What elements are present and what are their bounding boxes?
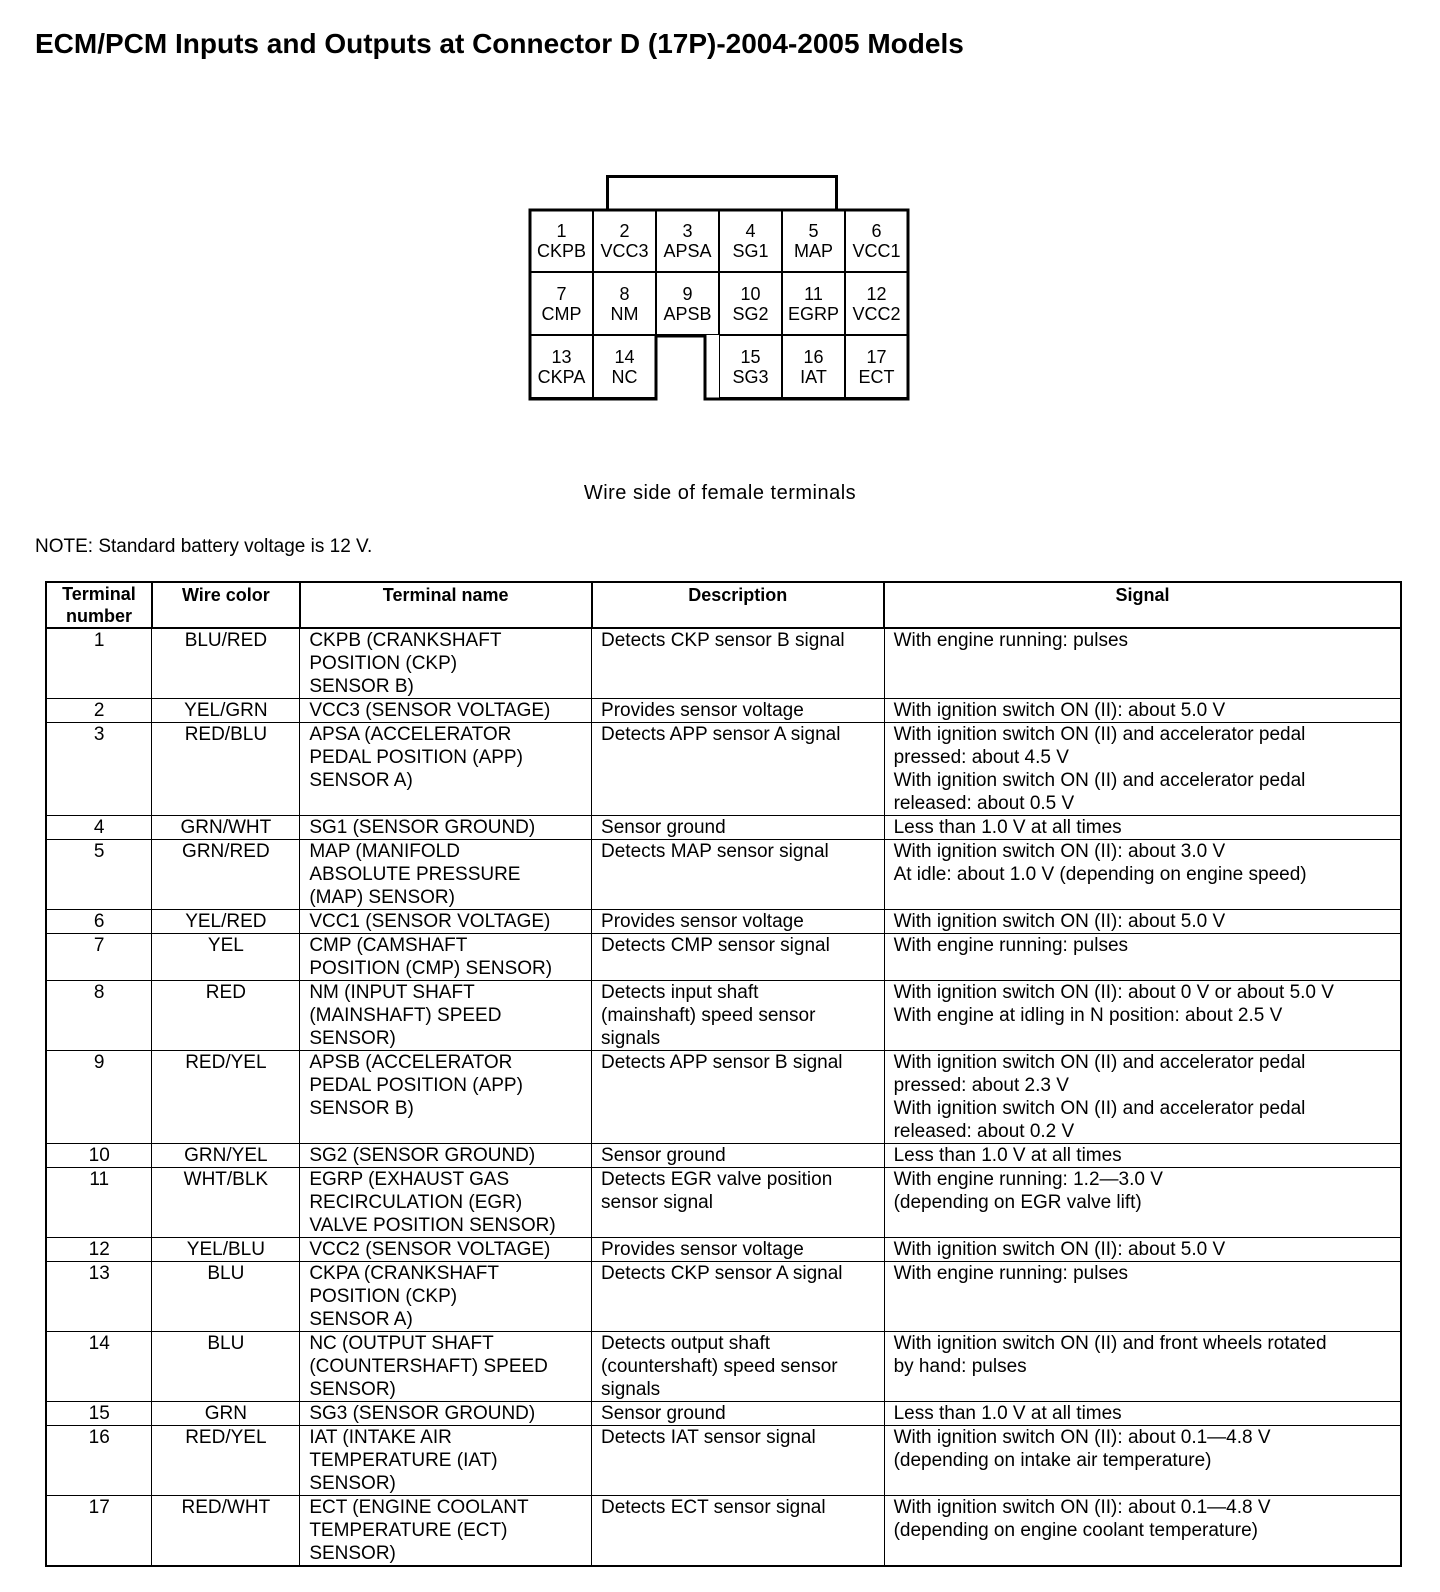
pin-label: SG1 [732, 240, 769, 261]
connector-cavity-empty [656, 335, 719, 398]
description-cell-line: Sensor ground [601, 1403, 726, 1424]
pin-number: 2 [619, 220, 630, 241]
terminal-name-cell [300, 934, 592, 981]
signal-cell-line: Less than 1.0 V at all times [893, 1145, 1122, 1166]
connector-pin [845, 335, 908, 398]
wire-color-cell: GRN/WHT [152, 816, 300, 840]
description-cell [592, 1168, 885, 1238]
signal-cell-line: pressed: about 4.5 V [893, 747, 1069, 768]
signal-cell [884, 1144, 1401, 1168]
terminal-number-cell: 16 [46, 1426, 152, 1496]
description-cell-line: Detects CMP sensor signal [601, 935, 830, 956]
description-cell-line: Provides sensor voltage [601, 700, 804, 721]
wire-color-cell: BLU/RED [152, 628, 300, 699]
connector-pin [593, 272, 656, 335]
signal-cell-line: With ignition switch ON (II): about 0.1—4.8 V [893, 1497, 1271, 1518]
description-cell [592, 910, 885, 934]
description-cell-line: signals [601, 1028, 661, 1049]
terminal-name-cell-line: (COUNTERSHAFT) SPEED [309, 1356, 548, 1377]
terminal-number-cell: 11 [46, 1168, 152, 1238]
terminal-name-cell [300, 1262, 592, 1332]
wire-color-cell: YEL [152, 934, 300, 981]
description-cell-line: Detects ECT sensor signal [601, 1497, 826, 1518]
pin-number: 3 [682, 220, 693, 241]
description-cell [592, 840, 885, 910]
pin-number: 6 [871, 220, 882, 241]
terminal-name-cell [300, 1332, 592, 1402]
description-cell [592, 1496, 885, 1567]
signal-cell [884, 981, 1401, 1051]
terminal-number-cell: 9 [46, 1051, 152, 1144]
description-cell [592, 699, 885, 723]
description-cell [592, 981, 885, 1051]
signal-cell-line: With engine at idling in N position: about 2.5 V [893, 1005, 1283, 1026]
header-wire-color: Wire color [152, 582, 300, 628]
table-row [46, 840, 1401, 910]
description-cell-line: Provides sensor voltage [601, 1239, 804, 1260]
pin-number: 16 [803, 346, 824, 367]
terminal-number-cell: 13 [46, 1262, 152, 1332]
connector-pin [593, 335, 656, 398]
terminal-name-cell-line: CKPB (CRANKSHAFT [309, 630, 502, 651]
terminal-name-cell [300, 1051, 592, 1144]
description-cell-line: sensor signal [601, 1192, 713, 1213]
terminal-name-cell-line: TEMPERATURE (IAT) [309, 1450, 498, 1471]
terminal-name-cell-line: IAT (INTAKE AIR [309, 1427, 452, 1448]
connector-latch [606, 175, 838, 211]
terminal-number-cell: 1 [46, 628, 152, 699]
description-cell [592, 934, 885, 981]
header-description: Description [592, 582, 885, 628]
pin-number: 8 [619, 283, 630, 304]
pin-label: APSA [663, 240, 712, 261]
description-cell-line: Detects output shaft [601, 1333, 771, 1354]
description-cell [592, 723, 885, 816]
description-cell-line: Detects APP sensor A signal [601, 724, 841, 745]
pin-number: 9 [682, 283, 693, 304]
signal-cell [884, 910, 1401, 934]
terminal-name-cell [300, 1168, 592, 1238]
wire-color-cell: RED/YEL [152, 1426, 300, 1496]
terminal-name-cell-line: POSITION (CMP) SENSOR) [309, 958, 553, 979]
description-cell-line: Detects EGR valve position [601, 1169, 833, 1190]
description-cell [592, 1238, 885, 1262]
pin-number: 13 [551, 346, 572, 367]
terminal-name-cell-line: SG3 (SENSOR GROUND) [309, 1403, 536, 1424]
signal-cell-line: With ignition switch ON (II): about 0 V or about 5.0 V [893, 982, 1334, 1003]
signal-cell-line: With ignition switch ON (II) and front wheels rotated [893, 1333, 1327, 1354]
header-terminal-number: Terminal number [46, 582, 152, 628]
pin-number: 1 [556, 220, 567, 241]
terminal-name-cell-line: VCC3 (SENSOR VOLTAGE) [309, 700, 551, 721]
connector-pin [719, 335, 782, 398]
terminal-name-cell [300, 840, 592, 910]
pin-label: VCC1 [852, 240, 901, 261]
table-row [46, 1262, 1401, 1332]
signal-cell [884, 1426, 1401, 1496]
table-row [46, 723, 1401, 816]
terminal-name-cell [300, 816, 592, 840]
signal-cell [884, 699, 1401, 723]
pin-label: SG3 [732, 366, 769, 387]
table-row [46, 1051, 1401, 1144]
table-row [46, 1168, 1401, 1238]
terminal-name-cell-line: NM (INPUT SHAFT [309, 982, 475, 1003]
signal-cell-line: by hand: pulses [893, 1356, 1027, 1377]
pin-label: CKPB [536, 240, 587, 261]
pin-number: 7 [556, 283, 567, 304]
pin-label: MAP [793, 240, 833, 261]
terminal-name-cell [300, 981, 592, 1051]
description-cell [592, 628, 885, 699]
terminal-name-cell-line: EGRP (EXHAUST GAS [309, 1169, 510, 1190]
signal-cell [884, 1402, 1401, 1426]
terminal-name-cell [300, 1144, 592, 1168]
pin-label: NM [610, 303, 639, 324]
connector-diagram [530, 209, 908, 398]
signal-cell-line: With engine running: pulses [893, 630, 1129, 651]
signal-cell-line: At idle: about 1.0 V (depending on engine speed) [893, 864, 1307, 885]
connector-pin [782, 209, 845, 272]
table-row [46, 1238, 1401, 1262]
terminal-name-cell-line: SENSOR B) [309, 676, 414, 697]
terminal-name-cell-line: (MAINSHAFT) SPEED [309, 1005, 502, 1026]
terminal-name-cell-line: VCC2 (SENSOR VOLTAGE) [309, 1239, 551, 1260]
pin-number: 17 [866, 346, 887, 367]
signal-cell-line: With ignition switch ON (II): about 5.0 V [893, 1239, 1226, 1260]
page-title: ECM/PCM Inputs and Outputs at Connector D (17P)-2004-2005 Models [35, 28, 964, 59]
description-cell [592, 1262, 885, 1332]
signal-cell [884, 1051, 1401, 1144]
pin-number: 14 [614, 346, 635, 367]
terminal-number-cell: 15 [46, 1402, 152, 1426]
description-cell-line: (countershaft) speed sensor [601, 1356, 838, 1377]
terminal-name-cell [300, 699, 592, 723]
terminal-name-cell [300, 1496, 592, 1567]
note-text: NOTE: Standard battery voltage is 12 V. [35, 536, 373, 557]
description-cell [592, 1051, 885, 1144]
signal-cell-line: With ignition switch ON (II): about 3.0 V [893, 841, 1226, 862]
terminal-number-cell: 3 [46, 723, 152, 816]
signal-cell [884, 1496, 1401, 1567]
description-cell-line: Sensor ground [601, 1145, 726, 1166]
table-row [46, 934, 1401, 981]
terminal-name-cell-line: SG1 (SENSOR GROUND) [309, 817, 536, 838]
signal-cell-line: pressed: about 2.3 V [893, 1075, 1069, 1096]
terminal-number-cell: 14 [46, 1332, 152, 1402]
terminal-number-cell: 2 [46, 699, 152, 723]
signal-cell [884, 1262, 1401, 1332]
terminal-name-cell-line: SENSOR) [309, 1543, 396, 1564]
terminal-name-cell [300, 723, 592, 816]
terminal-name-cell-line: CMP (CAMSHAFT [309, 935, 468, 956]
terminal-number-cell: 5 [46, 840, 152, 910]
description-cell-line: Detects IAT sensor signal [601, 1427, 816, 1448]
description-cell [592, 1402, 885, 1426]
signal-cell-line: With engine running: 1.2—3.0 V [893, 1169, 1163, 1190]
description-cell-line: Provides sensor voltage [601, 911, 804, 932]
terminal-number-cell: 7 [46, 934, 152, 981]
wire-color-cell: BLU [152, 1262, 300, 1332]
connector-pin [782, 335, 845, 398]
description-cell-line: signals [601, 1379, 661, 1400]
terminal-name-cell-line: SENSOR B) [309, 1098, 414, 1119]
terminal-name-cell-line: TEMPERATURE (ECT) [309, 1520, 508, 1541]
table-row [46, 981, 1401, 1051]
wire-color-cell: GRN/YEL [152, 1144, 300, 1168]
terminal-name-cell-line: ABSOLUTE PRESSURE [309, 864, 521, 885]
terminal-number-cell: 12 [46, 1238, 152, 1262]
signal-cell-line: With ignition switch ON (II): about 5.0 V [893, 700, 1226, 721]
table-row [46, 1426, 1401, 1496]
terminal-name-cell-line: PEDAL POSITION (APP) [309, 747, 523, 768]
wire-color-cell: BLU [152, 1332, 300, 1402]
wire-color-cell: GRN/RED [152, 840, 300, 910]
pin-number: 10 [740, 283, 761, 304]
description-cell [592, 1426, 885, 1496]
terminal-number-cell: 8 [46, 981, 152, 1051]
signal-cell [884, 1238, 1401, 1262]
wire-color-cell: YEL/GRN [152, 699, 300, 723]
terminal-number-cell: 4 [46, 816, 152, 840]
connector-pin [656, 209, 719, 272]
terminal-name-cell-line: VALVE POSITION SENSOR) [309, 1215, 556, 1236]
terminal-name-cell-line: PEDAL POSITION (APP) [309, 1075, 523, 1096]
terminal-name-cell-line: POSITION (CKP) [309, 1286, 458, 1307]
connector-pin [530, 335, 593, 398]
description-cell-line: Detects MAP sensor signal [601, 841, 829, 862]
description-cell-line: Detects input shaft [601, 982, 759, 1003]
signal-cell-line: With ignition switch ON (II) and accelerator pedal [893, 724, 1306, 745]
description-cell-line: Sensor ground [601, 817, 726, 838]
connector-pin [719, 209, 782, 272]
signal-cell-line: With engine running: pulses [893, 1263, 1129, 1284]
terminal-name-cell-line: SENSOR) [309, 1473, 396, 1494]
terminal-name-cell-line: (MAP) SENSOR) [309, 887, 455, 908]
pin-number: 15 [740, 346, 761, 367]
terminal-name-cell-line: SENSOR) [309, 1379, 396, 1400]
connector-pin [530, 272, 593, 335]
pin-label: SG2 [732, 303, 769, 324]
signal-cell-line: Less than 1.0 V at all times [893, 817, 1122, 838]
terminal-name-cell-line: VCC1 (SENSOR VOLTAGE) [309, 911, 551, 932]
table-row [46, 910, 1401, 934]
connector-pin [530, 209, 593, 272]
terminal-name-cell-line: NC (OUTPUT SHAFT [309, 1333, 494, 1354]
wire-color-cell: RED/WHT [152, 1496, 300, 1567]
wire-color-cell: GRN [152, 1402, 300, 1426]
pin-label: CMP [541, 303, 582, 324]
connector-pin [782, 272, 845, 335]
terminal-name-cell-line: APSA (ACCELERATOR [309, 724, 512, 745]
table-row [46, 816, 1401, 840]
connector-pin [593, 209, 656, 272]
signal-cell-line: With ignition switch ON (II): about 0.1—4.8 V [893, 1427, 1271, 1448]
table-row [46, 628, 1401, 699]
pin-number: 5 [808, 220, 819, 241]
description-cell [592, 1144, 885, 1168]
terminal-name-cell [300, 1238, 592, 1262]
description-cell [592, 816, 885, 840]
header-terminal-name: Terminal name [300, 582, 592, 628]
description-cell-line: Detects CKP sensor A signal [601, 1263, 843, 1284]
terminal-name-cell-line: SG2 (SENSOR GROUND) [309, 1145, 536, 1166]
wire-color-cell: RED [152, 981, 300, 1051]
terminal-name-cell [300, 628, 592, 699]
pin-label: NC [611, 366, 638, 387]
pin-label: IAT [800, 366, 827, 387]
terminal-name-cell-line: CKPA (CRANKSHAFT [309, 1263, 499, 1284]
table-row [46, 1496, 1401, 1567]
pin-label: CKPA [537, 366, 586, 387]
description-cell-line: (mainshaft) speed sensor [601, 1005, 816, 1026]
terminal-name-cell-line: POSITION (CKP) [309, 653, 458, 674]
wire-color-cell: YEL/BLU [152, 1238, 300, 1262]
terminal-number-cell: 17 [46, 1496, 152, 1567]
pin-number: 4 [745, 220, 756, 241]
table-header-row [46, 582, 1401, 628]
header-signal: Signal [884, 582, 1401, 628]
signal-cell-line: (depending on intake air temperature) [893, 1450, 1212, 1471]
signal-cell-line: With engine running: pulses [893, 935, 1129, 956]
terminal-name-cell [300, 1402, 592, 1426]
signal-cell [884, 723, 1401, 816]
signal-cell [884, 1332, 1401, 1402]
terminal-name-cell-line: SENSOR) [309, 1028, 396, 1049]
terminal-name-cell-line: MAP (MANIFOLD [309, 841, 460, 862]
terminal-name-cell-line: SENSOR A) [309, 1309, 413, 1330]
pin-label: VCC2 [852, 303, 901, 324]
signal-cell-line: released: about 0.5 V [893, 793, 1075, 814]
signal-cell [884, 1168, 1401, 1238]
pin-number: 11 [804, 283, 823, 304]
signal-cell [884, 934, 1401, 981]
pin-label: VCC3 [600, 240, 649, 261]
wire-color-cell: WHT/BLK [152, 1168, 300, 1238]
pin-label: ECT [858, 366, 895, 387]
terminal-table [45, 581, 1402, 1567]
wire-color-cell: YEL/RED [152, 910, 300, 934]
signal-cell [884, 628, 1401, 699]
connector-pin [845, 272, 908, 335]
table-row [46, 1332, 1401, 1402]
terminal-number-cell: 6 [46, 910, 152, 934]
terminal-name-cell-line: APSB (ACCELERATOR [309, 1052, 513, 1073]
signal-cell-line: (depending on EGR valve lift) [893, 1192, 1142, 1213]
terminal-name-cell [300, 910, 592, 934]
signal-cell [884, 840, 1401, 910]
terminal-name-cell [300, 1426, 592, 1496]
pin-label: EGRP [787, 303, 839, 324]
description-cell [592, 1332, 885, 1402]
terminal-name-cell-line: RECIRCULATION (EGR) [309, 1192, 523, 1213]
description-cell-line: Detects CKP sensor B signal [601, 630, 845, 651]
pin-number: 12 [866, 283, 887, 304]
terminal-number-cell: 10 [46, 1144, 152, 1168]
terminal-name-cell-line: ECT (ENGINE COOLANT [309, 1497, 529, 1518]
signal-cell-line: (depending on engine coolant temperature) [893, 1520, 1258, 1541]
terminal-name-cell-line: SENSOR A) [309, 770, 413, 791]
pin-label: APSB [663, 303, 712, 324]
wire-color-cell: RED/YEL [152, 1051, 300, 1144]
signal-cell-line: With ignition switch ON (II) and accelerator pedal [893, 770, 1306, 791]
connector-caption: Wire side of female terminals [583, 482, 857, 504]
signal-cell-line: With ignition switch ON (II) and accelerator pedal [893, 1052, 1306, 1073]
connector-pin [845, 209, 908, 272]
signal-cell-line: Less than 1.0 V at all times [893, 1403, 1122, 1424]
connector-pin [656, 272, 719, 335]
signal-cell-line: With ignition switch ON (II) and accelerator pedal [893, 1098, 1306, 1119]
connector-pin [719, 272, 782, 335]
signal-cell [884, 816, 1401, 840]
table-row [46, 1144, 1401, 1168]
table-row [46, 699, 1401, 723]
signal-cell-line: released: about 0.2 V [893, 1121, 1075, 1142]
signal-cell-line: With ignition switch ON (II): about 5.0 V [893, 911, 1226, 932]
wire-color-cell: RED/BLU [152, 723, 300, 816]
table-row [46, 1402, 1401, 1426]
description-cell-line: Detects APP sensor B signal [601, 1052, 843, 1073]
